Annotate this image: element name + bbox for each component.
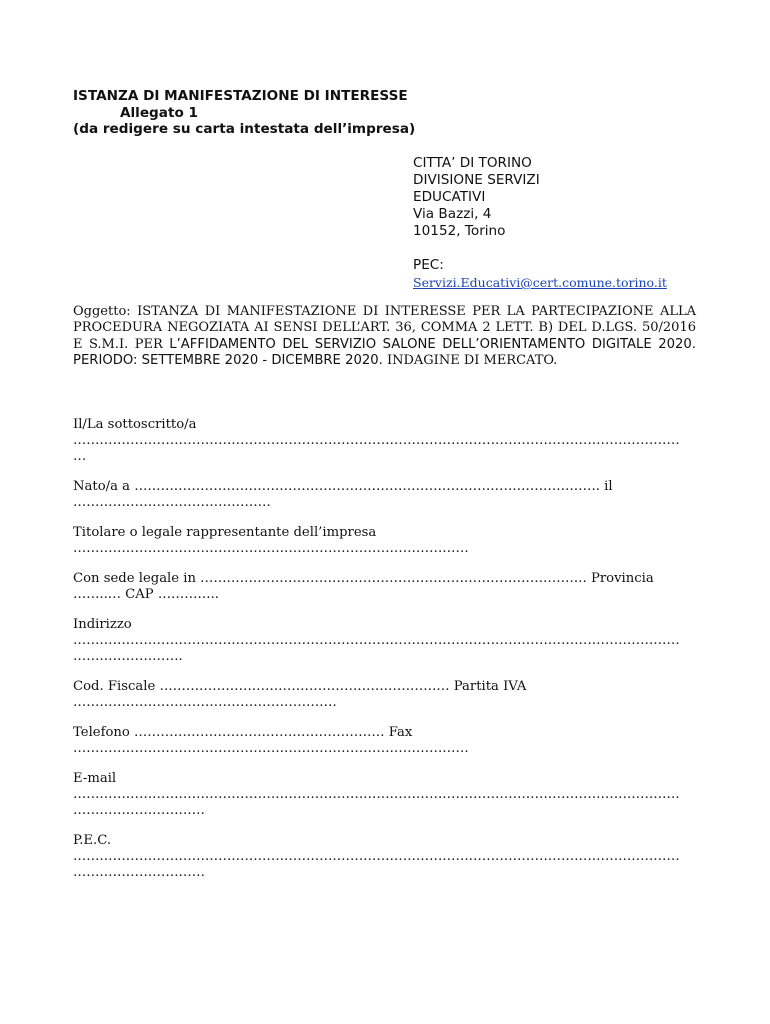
recipient-address bbox=[413, 155, 667, 292]
fill-line: ……………………………………………………………………………… bbox=[73, 741, 469, 756]
recipient-line: CITTA’ DI TORINO bbox=[413, 155, 532, 171]
field-label: P.E.C. bbox=[73, 833, 112, 848]
oggetto-label: Oggetto: bbox=[73, 304, 131, 319]
declaration-form bbox=[73, 417, 686, 881]
field-pec[interactable] bbox=[73, 833, 686, 881]
fill-line: Cod. Fiscale ………………………………………………………… Partita IVA bbox=[73, 679, 527, 694]
oggetto-paragraph bbox=[73, 304, 696, 369]
recipient-line: EDUCATIVI bbox=[413, 189, 486, 205]
pec-label: PEC: bbox=[413, 257, 444, 273]
field-sede-legale[interactable] bbox=[73, 571, 686, 603]
field-email[interactable] bbox=[73, 771, 686, 819]
field-titolare[interactable] bbox=[73, 525, 686, 557]
document-title: ISTANZA DI MANIFESTAZIONE DI INTERESSE bbox=[73, 88, 408, 104]
pec-email-link[interactable]: Servizi.Educativi@cert.comune.torino.it bbox=[413, 275, 667, 290]
field-sottoscritto[interactable] bbox=[73, 417, 686, 465]
recipient-line: 10152, Torino bbox=[413, 223, 506, 239]
fill-line: ………………………… bbox=[73, 803, 205, 818]
fill-line: … bbox=[73, 449, 87, 464]
oggetto-text-sans: L’AFFIDAMENTO DEL SERVIZIO SALONE DELL’ORIENTAMENTO DIGITALE 2020. PERIODO: SETTEMBRE 2020 - DICEMBRE 2020. bbox=[73, 336, 696, 368]
fill-line: Nato/a a ……………………………………………………………………………………………. il bbox=[73, 479, 613, 494]
oggetto-text: ISTANZA DI MANIFESTAZIONE DI INTERESSE PER LA PARTECIPAZIONE ALLA PROCEDURA NEGOZIATA AI SENSI DELL’ART. 36, COMMA 2 LETT. B) DEL D.LGS. 50/2016 E S.M.I. PER bbox=[73, 304, 696, 352]
fill-line: Titolare o legale rappresentante dell’impresa bbox=[73, 525, 377, 540]
field-label: Indirizzo bbox=[73, 617, 132, 632]
field-nato[interactable] bbox=[73, 479, 686, 511]
fill-line: ……………………………………………………………………………… bbox=[73, 541, 469, 556]
letterhead-note: (da redigere su carta intestata dell’impresa) bbox=[73, 121, 416, 137]
fill-line: ………………………………………………………………………………………………………………………… bbox=[73, 433, 680, 448]
recipient-line: DIVISIONE SERVIZI bbox=[413, 172, 540, 188]
field-label: E-mail bbox=[73, 771, 117, 786]
field-telefono[interactable] bbox=[73, 725, 686, 757]
field-indirizzo[interactable] bbox=[73, 617, 686, 665]
fill-line: ……………………. bbox=[73, 649, 183, 664]
fill-line: ………………………………………………………………………………………………………………………… bbox=[73, 633, 680, 648]
allegato-label: Allegato 1 bbox=[120, 104, 198, 121]
fill-line: Telefono ………………………………………………… Fax bbox=[73, 725, 413, 740]
fill-line: Con sede legale in ……………………………………………………………………………. Provincia bbox=[73, 571, 654, 586]
document-header bbox=[73, 88, 415, 138]
field-label: Il/La sottoscritto/a bbox=[73, 417, 197, 432]
field-codice-fiscale[interactable] bbox=[73, 679, 686, 711]
fill-line: ………………………………………………………………………………………………………………………… bbox=[73, 787, 680, 802]
fill-line: ………………………… bbox=[73, 865, 205, 880]
oggetto-text-end: INDAGINE DI MERCATO. bbox=[382, 352, 558, 368]
fill-line: ……………………………………… bbox=[73, 495, 271, 510]
recipient-line: Via Bazzi, 4 bbox=[413, 206, 492, 222]
fill-line: ………………………………………………………………………………………………………………………… bbox=[73, 849, 680, 864]
fill-line: ……..… CAP ………….. bbox=[73, 587, 219, 602]
fill-line: …………………………………………………… bbox=[73, 695, 337, 710]
